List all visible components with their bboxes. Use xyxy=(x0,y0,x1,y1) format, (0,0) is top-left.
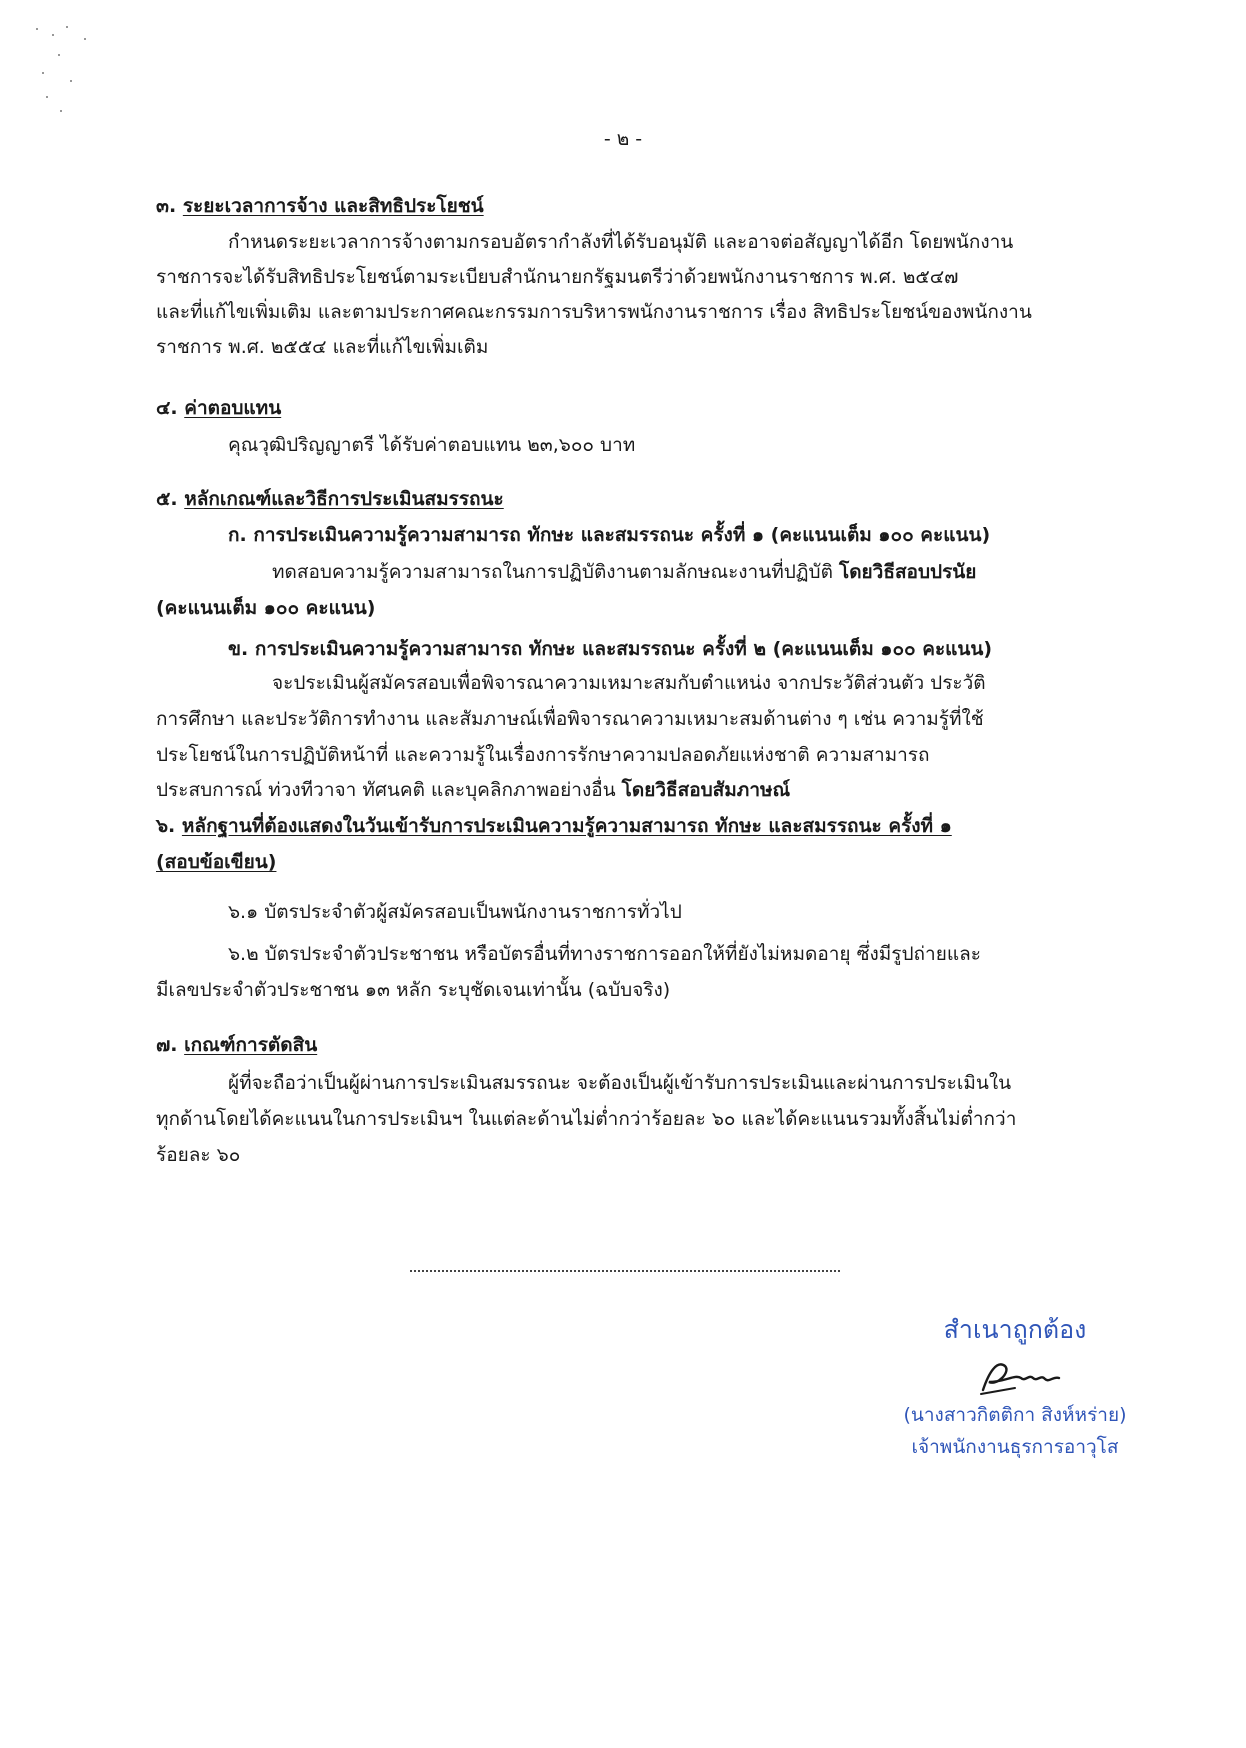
section3-line: ราชการ พ.ศ. ๒๕๕๔ และที่แก้ไขเพิ่มเติม xyxy=(156,336,489,358)
signature xyxy=(975,1352,1065,1400)
section5-b-line: จะประเมินผู้สมัครสอบเพื่อพิจารณาความเหมาะสมกับตำแหน่ง จากประวัติส่วนตัว ประวัติ xyxy=(272,672,986,694)
section6-item-cont: มีเลขประจำตัวประชาชน ๑๓ หลัก ระบุชัดเจนเท่านั้น (ฉบับจริง) xyxy=(156,979,671,1001)
section7-heading xyxy=(156,1032,317,1059)
section6-item: ๖.๑ บัตรประจำตัวผู้สมัครสอบเป็นพนักงานราชการทั่วไป xyxy=(228,901,682,923)
section5-number: ๕. xyxy=(156,488,178,510)
section3-line: กำหนดระยะเวลาการจ้างตามกรอบอัตรากำลังที่ได้รับอนุมัติ และอาจต่อสัญญาได้อีก โดยพนักงาน xyxy=(228,231,1014,253)
section5-a-title: ก. การประเมินความรู้ความสามารถ ทักษะ และสมรรถนะ ครั้งที่ ๑ (คะแนนเต็ม ๑๐๐ คะแนน) xyxy=(228,524,991,546)
section7-line: ผู้ที่จะถือว่าเป็นผู้ผ่านการประเมินสมรรถนะ จะต้องเป็นผู้เข้ารับการประเมินและผ่านการประเมินใน xyxy=(228,1072,1012,1094)
section3-title: ระยะเวลาการจ้าง และสิทธิประโยชน์ xyxy=(182,195,484,217)
section5-a-text: ทดสอบความรู้ความสามารถในการปฏิบัติงานตามลักษณะงานที่ปฏิบัติ xyxy=(272,561,839,583)
section4-heading xyxy=(156,395,281,422)
certified-copy-stamp: สำเนาถูกต้อง xyxy=(943,1315,1087,1344)
section5-b-title: ข. การประเมินความรู้ความสามารถ ทักษะ และสมรรถนะ ครั้งที่ ๒ (คะแนนเต็ม ๑๐๐ คะแนน) xyxy=(228,638,993,660)
section7-number: ๗. xyxy=(156,1034,178,1056)
section5-a-method: โดยวิธีสอบปรนัย xyxy=(839,561,977,583)
section3-heading xyxy=(156,193,484,220)
section5-a-line xyxy=(272,559,976,586)
section5-b-line: การศึกษา และประวัติการทำงาน และสัมภาษณ์เพื่อพิจารณาความเหมาะสมด้านต่าง ๆ เช่น ความรู้ที่ใช้ xyxy=(156,708,984,730)
section6-item: ๖.๒ บัตรประจำตัวประชาชน หรือบัตรอื่นที่ทางราชการออกให้ที่ยังไม่หมดอายุ ซึ่งมีรูปถ่ายและ xyxy=(228,943,981,965)
section4-title: ค่าตอบแทน xyxy=(184,397,282,419)
section6-number: ๖. xyxy=(156,815,176,837)
section6-title: หลักฐานที่ต้องแสดงในวันเข้ารับการประเมินความรู้ความสามารถ ทักษะ และสมรรถนะ ครั้งที่ ๑ xyxy=(181,815,952,837)
section3-line: ราชการจะได้รับสิทธิประโยชน์ตามระเบียบสำนักนายกรัฐมนตรีว่าด้วยพนักงานราชการ พ.ศ. ๒๕๔๗ xyxy=(156,266,959,288)
section6-heading xyxy=(156,813,952,840)
section5-heading xyxy=(156,486,504,513)
page-number: - ๒ - xyxy=(603,128,643,150)
end-dotted-line xyxy=(410,1270,840,1272)
section4-number: ๔. xyxy=(156,397,178,419)
section6-title-cont: (สอบข้อเขียน) xyxy=(156,851,277,873)
section3-number: ๓. xyxy=(156,195,177,217)
section4-line: คุณวุฒิปริญญาตรี ได้รับค่าตอบแทน ๒๓,๖๐๐ บาท xyxy=(228,434,636,456)
section7-line: ร้อยละ ๖๐ xyxy=(156,1144,241,1166)
section5-b-text: ประสบการณ์ ท่วงทีวาจา ทัศนคติ และบุคลิกภาพอย่างอื่น xyxy=(156,779,622,801)
section5-title: หลักเกณฑ์และวิธีการประเมินสมรรถนะ xyxy=(184,488,504,510)
section7-title: เกณฑ์การตัดสิน xyxy=(184,1034,318,1056)
section5-a-score: (คะแนนเต็ม ๑๐๐ คะแนน) xyxy=(156,597,376,619)
scan-specks xyxy=(30,20,110,120)
section5-b-method: โดยวิธีสอบสัมภาษณ์ xyxy=(621,779,791,801)
stamp-name: (นางสาวกิตติกา สิงห์หร่าย) xyxy=(903,1404,1127,1426)
section5-b-line xyxy=(156,777,790,804)
section5-b-line: ประโยชน์ในการปฏิบัติหน้าที่ และความรู้ในเรื่องการรักษาความปลอดภัยแห่งชาติ ความสามารถ xyxy=(156,744,930,766)
section3-line: และที่แก้ไขเพิ่มเติม และตามประกาศคณะกรรมการบริหารพนักงานราชการ เรื่อง สิทธิประโยชน์ของพนักงาน xyxy=(156,301,1032,323)
stamp-position: เจ้าพนักงานธุรการอาวุโส xyxy=(911,1436,1119,1458)
section7-line: ทุกด้านโดยได้คะแนนในการประเมินฯ ในแต่ละด้านไม่ต่ำกว่าร้อยละ ๖๐ และได้คะแนนรวมทั้งสิ้นไม่ต่ำกว่า xyxy=(156,1108,1017,1130)
